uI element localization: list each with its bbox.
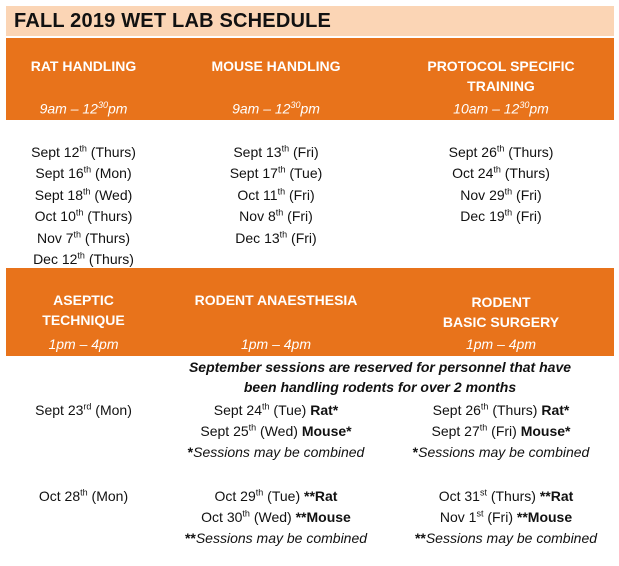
protocol-training-dates xyxy=(406,142,596,228)
date-entry: Oct 24th (Thurs) xyxy=(452,164,550,182)
rat-handling-dates xyxy=(6,142,161,270)
date-entry: Oct 11th (Fri) xyxy=(237,186,315,203)
time-surgery: 1pm – 4pm xyxy=(465,336,537,352)
anaesthesia-rat-session: Sept 24th (Tue) Rat* xyxy=(213,401,339,418)
date-entry: Oct 10th (Thurs) xyxy=(34,207,133,225)
mouse-handling-dates xyxy=(176,142,376,249)
date-entry: Sept 16th (Mon) xyxy=(35,164,132,182)
header-aseptic-technique: ASEPTIC TECHNIQUE xyxy=(42,292,125,328)
date-entry: Sept 17th (Tue) xyxy=(229,164,323,182)
header-protocol-training: PROTOCOL SPECIFIC TRAINING xyxy=(427,58,575,94)
surgery-rat-session: Oct 31st (Thurs) **Rat xyxy=(438,487,574,504)
anaesthesia-rat-session: Oct 29th (Tue) **Rat xyxy=(214,487,338,504)
date-entry: Dec 19th (Fri) xyxy=(460,207,542,225)
combined-note: *Sessions may be combined xyxy=(187,444,365,460)
date-entry: Dec 12th (Thurs) xyxy=(33,250,134,268)
aseptic-date-1: Sept 23rd (Mon) xyxy=(35,401,132,418)
anaesthesia-mouse-session: Sept 25th (Wed) Mouse* xyxy=(200,422,352,439)
header-band-2 xyxy=(6,268,614,356)
title-bar xyxy=(6,6,614,36)
surgery-rat-session: Sept 26th (Thurs) Rat* xyxy=(432,401,570,418)
header-rat-handling: RAT HANDLING xyxy=(30,58,137,74)
header-band-1 xyxy=(6,38,614,120)
anaesthesia-mouse-session: Oct 30th (Wed) **Mouse xyxy=(201,508,351,525)
date-entry: Sept 18th (Wed) xyxy=(34,186,133,203)
anaesthesia-sessions-2 xyxy=(176,486,376,549)
september-note: September sessions are reserved for personnel that have been handling rodents for over 2 months xyxy=(188,359,572,395)
aseptic-date-2: Oct 28th (Mon) xyxy=(38,487,129,504)
date-entry: Sept 12th (Thurs) xyxy=(31,143,136,160)
combined-note: *Sessions may be combined xyxy=(412,444,590,460)
page-title: FALL 2019 WET LAB SCHEDULE xyxy=(14,9,332,32)
surgery-sessions-1 xyxy=(406,400,596,463)
date-entry: Nov 8th (Fri) xyxy=(239,207,313,225)
anaesthesia-sessions-1 xyxy=(176,400,376,463)
date-entry: Sept 13th (Fri) xyxy=(233,143,319,160)
date-entry: Nov 7th (Thurs) xyxy=(36,228,131,246)
surgery-sessions-2 xyxy=(406,486,606,549)
date-entry: Sept 26th (Thurs) xyxy=(448,143,554,160)
header-rodent-anaesthesia: RODENT ANAESTHESIA xyxy=(194,292,358,308)
time-mouse-handling: $9am - 12^{30}pm$ xyxy=(232,100,320,117)
time-anaesthesia: 1pm – 4pm xyxy=(240,336,312,352)
time-aseptic: 1pm – 4pm xyxy=(48,336,119,352)
date-entry: Dec 13th (Fri) xyxy=(235,228,317,246)
header-rodent-basic-surgery: RODENT BASIC SURGERY xyxy=(442,294,560,330)
surgery-mouse-session: Nov 1st (Fri) **Mouse xyxy=(439,508,573,525)
combined-note: **Sessions may be combined xyxy=(184,530,368,546)
combined-note: **Sessions may be combined xyxy=(414,530,598,546)
time-rat-handling: $9am - 12^{30}pm$ xyxy=(39,100,128,117)
header-mouse-handling: MOUSE HANDLING xyxy=(211,58,341,74)
date-entry: Nov 29th (Fri) xyxy=(460,186,542,203)
surgery-mouse-session: Sept 27th (Fri) Mouse* xyxy=(431,422,571,439)
time-protocol-training: $10am - 12^{30}pm$ xyxy=(453,100,549,117)
